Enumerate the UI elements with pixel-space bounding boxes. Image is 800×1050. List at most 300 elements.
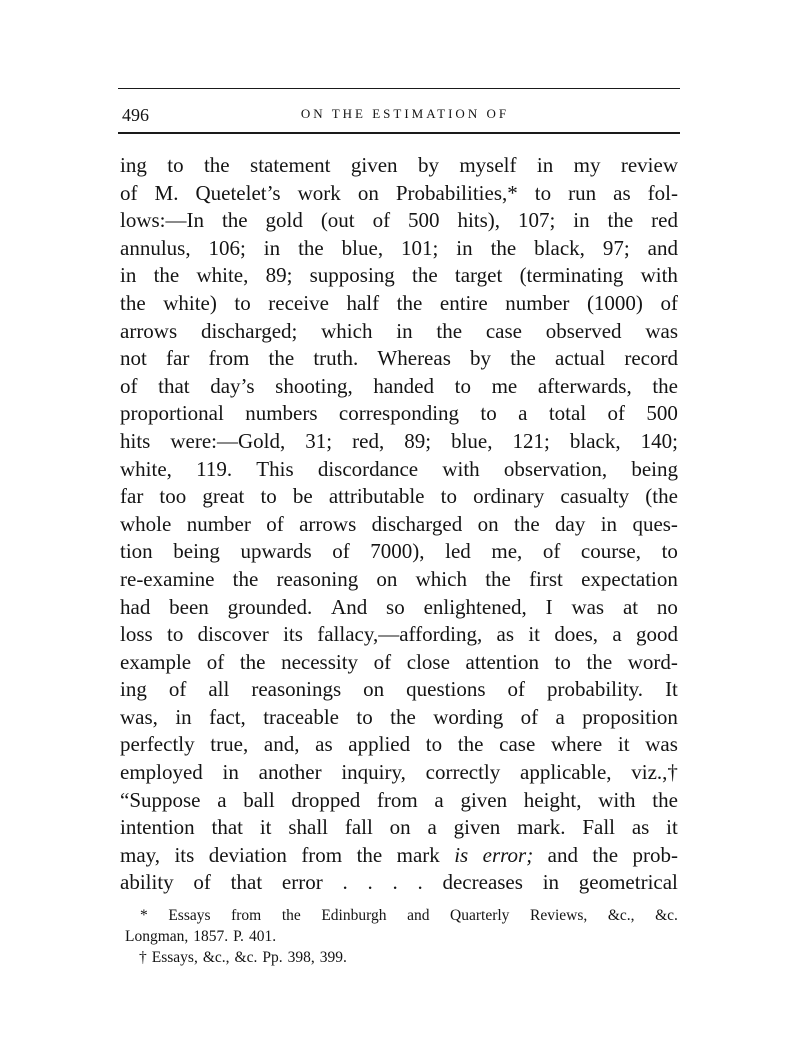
word: red, [352,428,385,453]
body-line-9 [120,373,678,401]
body-lines [120,152,678,842]
word: course, [580,539,641,564]
word: red [651,208,678,233]
word: of [373,649,392,674]
word: it [666,815,678,840]
word: run [568,180,597,205]
body-line-27 [120,869,678,897]
word: the [485,566,511,591]
word: I [545,594,553,619]
word: the [607,208,634,233]
word: observed [545,318,622,343]
word: target [454,263,503,288]
word: the [281,907,301,924]
word: fol- [647,180,678,205]
word: the [436,318,463,343]
word: the [652,787,678,812]
word: afterwards, [537,373,632,398]
word: dropped [291,787,361,812]
word: a [427,815,437,840]
word: in [456,235,473,260]
word: of [607,401,626,426]
body-line-5 [120,262,678,290]
word: traceable [263,704,339,729]
word: And [331,594,368,619]
word: of [266,511,284,536]
word: Essays [168,907,211,924]
word: &c. [655,907,678,924]
word: from [231,907,262,924]
word: given [350,153,398,177]
word: fact, [209,704,246,729]
word: of [520,704,539,729]
word: another [258,760,322,785]
word: the [203,153,230,177]
body-line-14 [120,511,678,539]
word: 121; [512,428,550,453]
word: observation, [503,456,608,481]
word: of [206,649,225,674]
word: proportional [120,401,224,426]
word: proposition [582,704,678,729]
body-line-22 [120,731,678,759]
body-line-7 [120,318,678,346]
word: in [263,235,281,260]
word: its [174,842,195,867]
word: myself [459,153,517,177]
footnotes [120,905,678,968]
word: reasonings [251,677,342,702]
word: with [442,456,480,481]
word: of [120,180,138,205]
word: 500 [408,208,440,233]
word: to [480,401,497,426]
word: too [159,484,187,509]
word: its [283,622,303,647]
word: Edinburgh [321,907,387,924]
word: from [208,346,250,371]
word: &c., [607,907,635,924]
word: 106; [208,235,246,260]
word: to [166,622,184,647]
word: so [386,594,405,619]
word: on [376,566,398,591]
body-line-8 [120,345,678,373]
word: This [256,456,294,481]
word: a [217,787,227,812]
word: ing [120,677,147,702]
word: the [356,842,383,867]
body-line-25 [120,814,678,842]
word: total [548,401,587,426]
word: the [390,704,416,729]
word: fall [344,815,373,840]
word: “Suppose [120,787,201,812]
footnote-1-line-2 [120,926,678,947]
word: viz.,† [631,760,678,785]
word: intention [120,815,195,840]
word: employed [120,760,203,785]
word: with [598,787,636,812]
body-line-12 [120,456,678,484]
word: with [640,263,678,288]
word: deviation [208,842,287,867]
word: arrows [120,318,178,343]
word: mark [396,842,440,867]
word: . [367,870,373,895]
word: ability [120,870,174,895]
word: ball [243,787,275,812]
word: of [660,290,678,315]
word: to [661,539,678,564]
page-number: 496 [122,105,149,125]
word: being [631,456,678,481]
word: the [592,842,619,867]
word: of [193,870,211,895]
body-line-2 [120,180,678,208]
word: blue, [341,235,384,260]
word: tion [120,539,153,564]
word: prob- [632,842,678,867]
word: receive [268,290,329,315]
word: a [434,787,444,812]
word: 31; [305,428,333,453]
word: hits), [457,208,501,233]
word: first [529,566,563,591]
word: discharged [371,511,463,536]
word: of [372,208,391,233]
word: me [491,373,518,398]
word: number [186,511,251,536]
word: at [622,594,639,619]
word: to [534,180,552,205]
word: of [120,373,138,398]
word: truth. [313,346,359,371]
body-line-6 [120,290,678,318]
body-line-4 [120,235,678,263]
body-line-23 [120,759,678,787]
body-line-19 [120,649,678,677]
word: black, [534,235,585,260]
word: the [586,649,613,674]
word: close [406,649,450,674]
word: that [230,870,263,895]
emphasis-word: is [454,842,469,867]
body-line-24 [120,787,678,815]
word: annulus, [120,235,191,260]
word: in [573,208,590,233]
word: great [202,484,245,509]
word: case [485,318,522,343]
word: number [505,290,570,315]
body-line-11 [120,428,678,456]
word: led [445,539,471,564]
body-line-26 [120,842,678,870]
word: actual [555,346,606,371]
footnote-2 [120,947,678,968]
word: from [301,842,343,867]
word: attributable [328,484,425,509]
word: to [260,484,277,509]
word: corresponding [338,401,460,426]
word: on [363,677,385,702]
word: a [555,704,565,729]
word: the [268,346,295,371]
word: &c., [202,949,230,966]
word: the [298,235,324,260]
word: of [542,539,561,564]
word: was [645,318,678,343]
word: error [281,870,323,895]
body-line-21 [120,704,678,732]
word: the [457,732,484,757]
word: black, [569,428,621,453]
word: 500 [646,401,678,426]
word: . [342,870,348,895]
header-rule-bottom [118,132,680,134]
word: fallacy,—affording, [317,622,483,647]
word: P. [233,928,244,945]
word: been [169,594,209,619]
word: a [612,622,622,647]
word: as [315,732,333,757]
word: day [555,511,586,536]
word: example [120,649,192,674]
word: entire [439,290,488,315]
running-head: ON THE ESTIMATION OF [300,106,510,121]
word: the [652,373,678,398]
word: to [167,153,184,177]
word: was [645,732,678,757]
word: by [470,346,492,371]
word: 140; [640,428,678,453]
word: by [417,153,439,177]
body-line-3 [120,207,678,235]
body-line-17 [120,594,678,622]
word: applicable, [520,760,612,785]
word: to [425,732,443,757]
word: be [292,484,313,509]
word: Quarterly [450,907,510,924]
word: casualty [560,484,630,509]
word: * [140,907,148,924]
word: in [542,870,560,895]
word: blue, [451,428,493,453]
word: hits [120,428,151,453]
word: discordance [317,456,419,481]
word: far [166,346,190,371]
word: the [490,235,517,260]
word: it [528,622,541,647]
word: in [396,318,413,343]
word: had [120,594,151,619]
word: upwards [240,539,312,564]
emphasis-word: error; [482,842,534,867]
word: Essays, [151,949,198,966]
header-rule-top [118,88,680,89]
word: questions [406,677,486,702]
word: shooting, [275,373,353,398]
word: white, [120,456,172,481]
word: word- [627,649,678,674]
word: being [173,539,220,564]
word: to [454,373,471,398]
word: the [412,263,438,288]
word: the [513,511,540,536]
word: shall [288,815,328,840]
word: white, [196,263,249,288]
word: 401. [248,928,277,945]
word: all [208,677,230,702]
word: it [259,815,272,840]
word: record [624,346,678,371]
word: it [617,732,630,757]
word: perfectly [120,732,195,757]
word: probability. [547,677,644,702]
word: of [168,677,187,702]
word: does, [554,622,599,647]
word: as [496,622,515,647]
word: &c. [234,949,258,966]
word: which [321,318,373,343]
word: ing [120,153,147,177]
word: Reviews, [530,907,588,924]
word: (1000) [586,290,643,315]
word: the [239,649,266,674]
word: reasoning [276,566,359,591]
word: applied [348,732,411,757]
word: 89; [265,263,293,288]
word: day’s [210,373,255,398]
word: half [346,290,380,315]
word: given [460,787,508,812]
word: and [407,907,430,924]
word: was, [120,704,158,729]
word: on [477,511,499,536]
word: 399. [319,949,347,966]
word: of [332,539,350,564]
body-text [120,152,678,897]
word: in [120,263,137,288]
word: Longman, [125,928,189,945]
word: which [415,566,467,591]
word: as [631,815,650,840]
word: grounded. [227,594,313,619]
word: (the [645,484,678,509]
word: 107; [517,208,556,233]
word: review [620,153,678,177]
word: that [211,815,243,840]
word: Whereas [377,346,451,371]
word: on [389,815,411,840]
body-line-13 [120,483,678,511]
word: in [222,760,239,785]
word: † [139,949,147,966]
word: arrows [299,511,357,536]
word: and, [263,732,300,757]
word: geometrical [578,870,678,895]
word: of [507,677,526,702]
word: lows:—In [120,208,204,233]
word: ordinary [473,484,545,509]
word: good [635,622,678,647]
word: statement [250,153,331,177]
word: height, [523,787,582,812]
word: the [120,290,146,315]
word: 119. [196,456,233,481]
word: 1857. [193,928,229,945]
word: numbers [245,401,318,426]
word: correctly [425,760,501,785]
word: attention [465,649,539,674]
word: decreases [442,870,523,895]
footnote-1-line-1 [120,905,678,926]
word: . [417,870,423,895]
word: necessity [281,649,359,674]
word: Fall [582,815,616,840]
word: . [392,870,398,895]
word: enlightened, [423,594,527,619]
body-line-10 [120,400,678,428]
word: loss [120,622,153,647]
word: not [120,346,147,371]
word: a [518,401,528,426]
word: to [356,704,373,729]
word: (out [320,208,355,233]
word: me, [491,539,523,564]
word: and [647,235,678,260]
word: to [234,290,251,315]
word: 97; [602,235,630,260]
word: the [232,566,259,591]
word: M. [154,180,179,205]
body-line-18 [120,621,678,649]
word: gold [265,208,303,233]
word: in [600,511,618,536]
word: the [221,208,248,233]
word: It [665,677,678,702]
word: discharged; [200,318,298,343]
word: Pp. [262,949,283,966]
word: in [536,153,554,177]
word: where [550,732,603,757]
word: the [153,263,180,288]
word: were:—Gold, [170,428,286,453]
word: true, [210,732,249,757]
word: white) [163,290,217,315]
word: mark. [517,815,566,840]
word: handed [373,373,435,398]
word: re-examine [120,566,215,591]
word: expectation [581,566,678,591]
body-line-1 [120,152,678,180]
word: 398, [287,949,315,966]
body-line-20 [120,676,678,704]
word: work [297,180,341,205]
word: was [571,594,605,619]
word: from [376,787,418,812]
word: my [573,153,601,177]
word: 101; [401,235,439,260]
word: given [453,815,501,840]
word: ques- [632,511,678,536]
word: no [656,594,678,619]
word: and [547,842,578,867]
word: in [175,704,192,729]
word: 89; [404,428,432,453]
body-line-15 [120,538,678,566]
word: inquiry, [341,760,406,785]
